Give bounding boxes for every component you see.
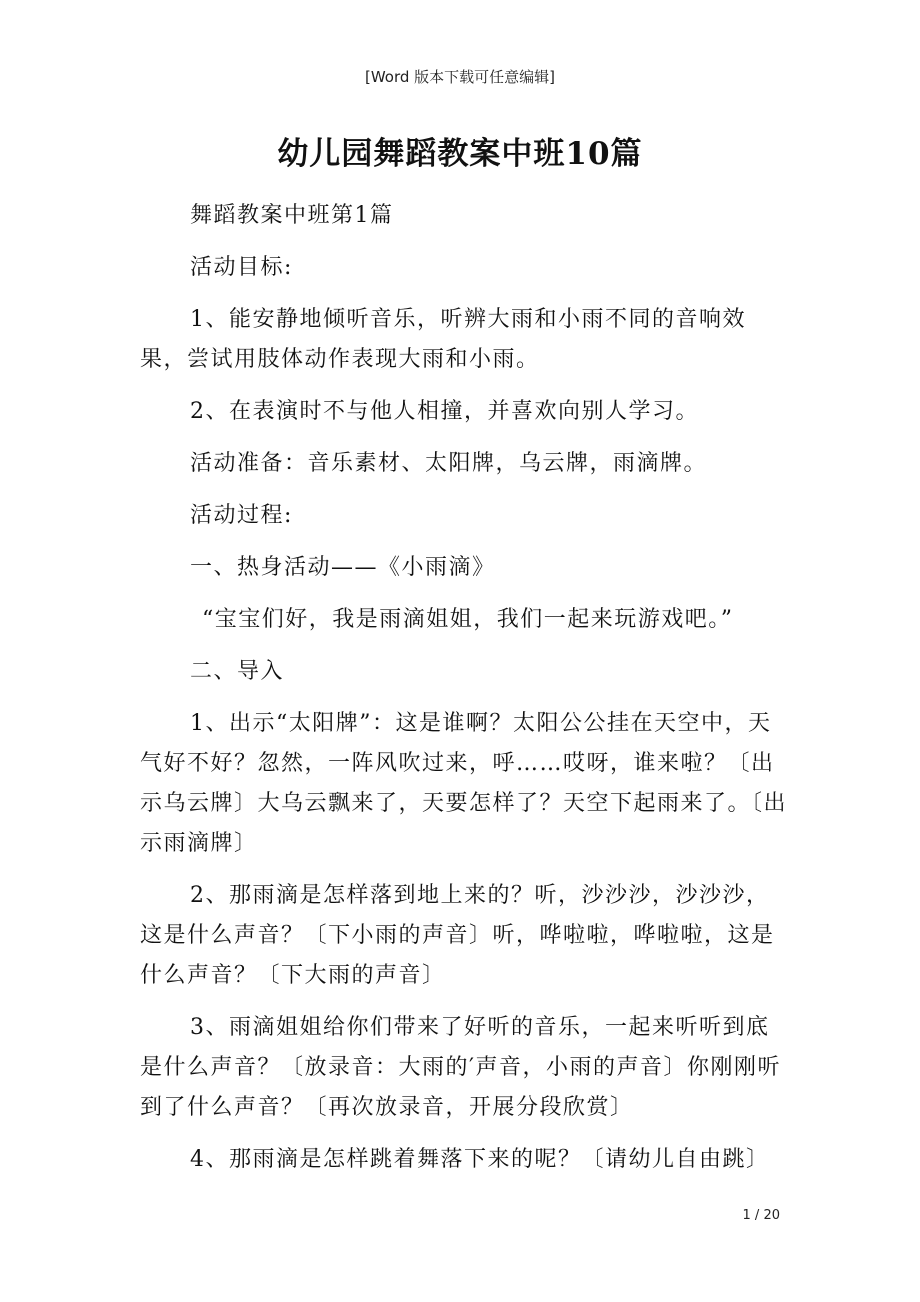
section-heading: 舞蹈教案中班第1篇 bbox=[190, 203, 394, 228]
paragraph: 活动目标: bbox=[190, 255, 293, 280]
paragraph: 二、导入 bbox=[190, 659, 285, 684]
paragraph: 1、能安静地倾听音乐，听辨大雨和小雨不同的音响效果，尝试用肢体动作表现大雨和小雨。 bbox=[140, 307, 746, 372]
header-note: [Word 版本下载可任意编辑] bbox=[364, 68, 556, 86]
paragraph: 2、那雨滴是怎样落到地上来的？听，沙沙沙，沙沙沙，这是什么声音？〔下小雨的声音〕听，哗啦啦，哗啦啦，这是什么声音？〔下大雨的声音〕 bbox=[140, 883, 775, 988]
paragraph: 1、出示“太阳牌”：这是谁啊？太阳公公挂在天空中，天气好不好？忽然，一阵风吹过来，呼……哎呀，谁来啦？〔出示乌云牌〕大乌云飘来了，天要怎样了？天空下起雨来了。〔出示雨滴牌〕 bbox=[140, 711, 788, 856]
paragraph: 4、那雨滴是怎样跳着舞落下来的呢？〔请幼儿自由跳〕 bbox=[190, 1147, 770, 1172]
document-title: 幼儿园舞蹈教案中班10篇 bbox=[277, 136, 643, 172]
document-body bbox=[140, 196, 790, 1180]
page-number: 1 / 20 bbox=[742, 1208, 780, 1223]
paragraph: 一、热身活动——《小雨滴》 bbox=[190, 555, 496, 580]
paragraph: 活动过程: bbox=[190, 503, 293, 528]
paragraph: 3、雨滴姐姐给你们带来了好听的音乐，一起来听听到底是什么声音？〔放录音：大雨的′声音，小雨的声音〕你刚刚听到了什么声音？〔再次放录音，开展分段欣赏〕 bbox=[140, 1015, 781, 1120]
paragraph-quote: “宝宝们好，我是雨滴姐姐，我们一起来玩游戏吧。” bbox=[202, 607, 734, 632]
paragraph: 活动准备：音乐素材、太阳牌，乌云牌，雨滴牌。 bbox=[190, 451, 708, 476]
paragraph: 2、在表演时不与他人相撞，并喜欢向别人学习。 bbox=[190, 399, 699, 424]
